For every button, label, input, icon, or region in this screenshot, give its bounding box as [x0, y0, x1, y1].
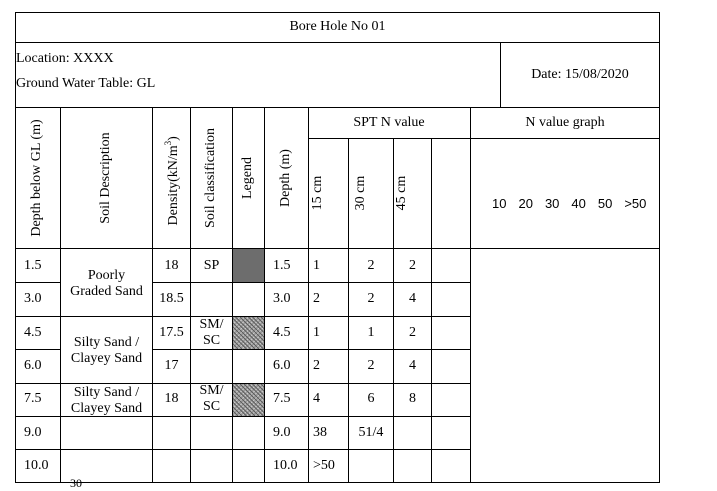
- spt-n-value-header: SPT N value: [353, 115, 425, 130]
- cell-n45: 8: [409, 391, 416, 407]
- legend-header: Legend: [240, 157, 255, 199]
- cell-depth: 7.5: [273, 391, 291, 407]
- spt-header-divider: [308, 138, 660, 139]
- graph-tick-label: >50: [624, 196, 647, 211]
- cell-depth: 1.5: [273, 257, 291, 273]
- cell-depth-gl: 10.0: [24, 458, 49, 474]
- graph-tick-label: 50: [597, 196, 613, 211]
- row-divider: [152, 349, 471, 350]
- cell-depth-gl: 3.0: [24, 291, 42, 307]
- borehole-log-sheet: [15, 12, 660, 482]
- cell-n15: >50: [313, 458, 335, 474]
- spt-15cm-header: 15 cm: [310, 175, 325, 211]
- cell-n30: 2: [367, 291, 375, 307]
- n-value-graph-ticks: [492, 196, 646, 211]
- cell-depth-gl: 1.5: [24, 257, 42, 273]
- soil-description-cell: Silty Sand / Clayey Sand: [70, 335, 143, 367]
- col-line-10: [470, 107, 471, 483]
- legend-sm-sc-fill-2: [233, 383, 264, 416]
- cell-n30: 6: [367, 391, 375, 407]
- row-divider: [15, 449, 60, 450]
- cell-depth: 4.5: [273, 324, 291, 340]
- title-divider: [15, 42, 660, 43]
- col-line-9: [431, 138, 432, 483]
- cell-density: 18: [164, 257, 179, 273]
- cell-density: 17: [164, 357, 179, 373]
- n-value-graph-header: N value graph: [525, 115, 605, 130]
- soil-description-cell: Silty Sand / Clayey Sand: [70, 385, 143, 417]
- col-line-6: [308, 107, 309, 483]
- cell-n15: 38: [313, 424, 327, 440]
- cell-classification: SM/ SC: [199, 316, 224, 348]
- cell-n15: 1: [313, 324, 320, 340]
- row-divider: [60, 449, 152, 450]
- cell-depth: 9.0: [273, 424, 291, 440]
- cell-n15: 4: [313, 391, 320, 407]
- cell-depth: 10.0: [273, 458, 298, 474]
- cell-n30: 1: [367, 324, 375, 340]
- row-divider: [152, 416, 471, 417]
- cell-density: 18.5: [159, 291, 184, 307]
- soil-description-header: Soil Description: [98, 132, 113, 224]
- cell-n15: 2: [313, 357, 320, 373]
- cell-density: 17.5: [159, 324, 184, 340]
- row-divider: [15, 316, 60, 317]
- legend-sp-fill: [233, 249, 264, 282]
- frame-bottom: [15, 482, 660, 483]
- graph-tick-label: 30: [544, 196, 560, 211]
- cell-n30: 2: [367, 357, 375, 373]
- cell-classification: SM/ SC: [199, 383, 224, 415]
- spt-30cm-header: 30 cm: [353, 175, 368, 211]
- soil-description-cell: Poorly Graded Sand: [70, 268, 143, 300]
- col-line-4: [232, 107, 233, 483]
- depth-header: Depth (m): [278, 149, 293, 207]
- ground-water-table-label: Ground Water Table: GL: [16, 76, 156, 91]
- spt-45cm-header: 45 cm: [394, 175, 409, 211]
- cell-classification: SP: [203, 257, 220, 273]
- graph-tick-label: 10: [492, 196, 507, 211]
- cell-n45: 4: [409, 291, 416, 307]
- cell-depth-gl: 6.0: [24, 357, 42, 373]
- row-divider: [60, 383, 152, 384]
- log-title: Bore Hole No 01: [289, 19, 386, 34]
- cell-n45: 2: [409, 324, 416, 340]
- legend-sm-sc-fill-1: [233, 316, 264, 349]
- cutoff-text: 30: [70, 476, 82, 490]
- location-label: Location: XXXX: [16, 51, 114, 66]
- cell-depth-gl: 9.0: [24, 424, 42, 440]
- cell-depth: 3.0: [273, 291, 291, 307]
- row-divider: [15, 416, 60, 417]
- graph-tick-label: 40: [571, 196, 586, 211]
- cell-n30: 2: [367, 257, 375, 273]
- date-label: Date: 15/08/2020: [531, 67, 629, 82]
- row-divider: [15, 383, 60, 384]
- cell-depth: 6.0: [273, 357, 291, 373]
- cell-n30: 51/4: [358, 424, 384, 440]
- row-divider: [152, 449, 471, 450]
- header-bottom: [15, 248, 660, 249]
- soil-classification-header: Soil classification: [203, 128, 218, 228]
- col-line-5: [264, 107, 265, 483]
- info-divider: [15, 107, 660, 108]
- cell-n15: 1: [313, 257, 320, 273]
- graph-tick-label: 20: [518, 196, 533, 211]
- cell-density: 18: [164, 391, 179, 407]
- cell-depth-gl: 7.5: [24, 391, 42, 407]
- cell-n45: 4: [409, 357, 416, 373]
- cell-n15: 2: [313, 291, 320, 307]
- density-header: $Density(kN/m^3)$: [163, 136, 181, 226]
- cell-depth-gl: 4.5: [24, 324, 42, 340]
- frame-top: [15, 12, 660, 13]
- col-line-3: [190, 107, 191, 483]
- row-divider: [15, 349, 60, 350]
- row-divider: [152, 282, 471, 283]
- cell-n45: 2: [409, 257, 416, 273]
- depth-below-gl-header: Depth below GL (m): [29, 119, 44, 237]
- row-divider: [60, 316, 152, 317]
- row-divider: [15, 282, 60, 283]
